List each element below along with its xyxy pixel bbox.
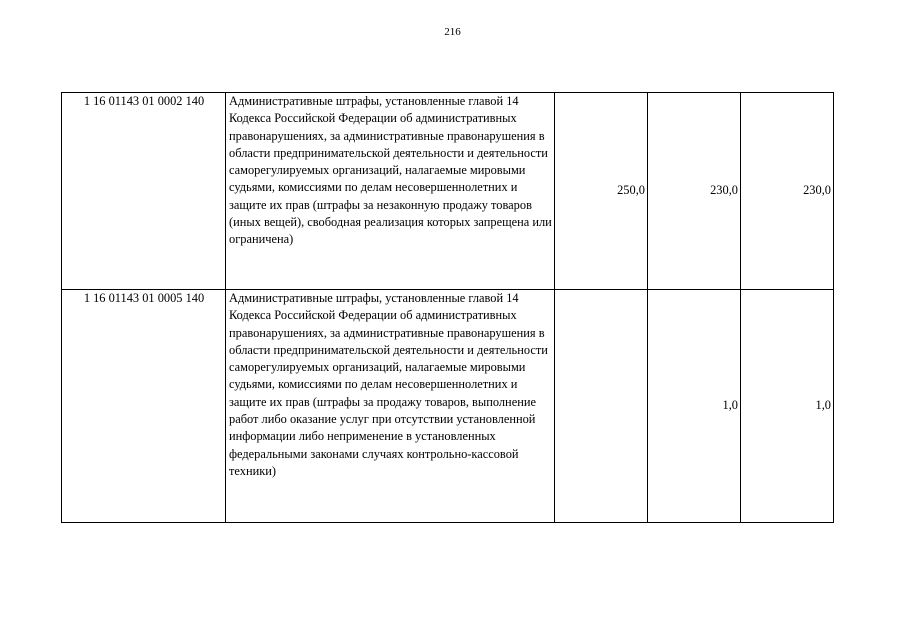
value-cell-year3: 230,0	[741, 93, 834, 290]
budget-code-cell: 1 16 01143 01 0002 140	[62, 93, 226, 290]
page-number: 216	[444, 26, 461, 38]
value-cell-year2: 230,0	[648, 93, 741, 290]
table-row	[62, 290, 834, 523]
description-cell: Административные штрафы, установленные главой 14 Кодекса Российской Федерации об административных правонарушениях, за административные правонарушения в области предпринимательской деятельности и деятельности саморегулируемых организаций, налагаемые мировыми судьями, комиссиями по делам несовершеннолетних и защите их прав (штрафы за незаконную продажу товаров (иных вещей), свободная реализация которых запрещена или ограничена)	[226, 93, 555, 290]
value-cell-year1	[555, 290, 648, 523]
value-cell-year1: 250,0	[555, 93, 648, 290]
budget-table	[61, 92, 834, 523]
value-cell-year3: 1,0	[741, 290, 834, 523]
description-cell: Административные штрафы, установленные главой 14 Кодекса Российской Федерации об административных правонарушениях, за административные правонарушения в области предпринимательской деятельности и деятельности саморегулируемых организаций, налагаемые мировыми судьями, комиссиями по делам несовершеннолетних и защите их прав (штрафы за продажу товаров, выполнение работ либо оказание услуг при отсутствии установленной информации либо неприменение в установленных федеральными законами случаях контрольно-кассовой техники)	[226, 290, 555, 523]
table-row	[62, 93, 834, 290]
budget-code-cell: 1 16 01143 01 0005 140	[62, 290, 226, 523]
value-cell-year2: 1,0	[648, 290, 741, 523]
